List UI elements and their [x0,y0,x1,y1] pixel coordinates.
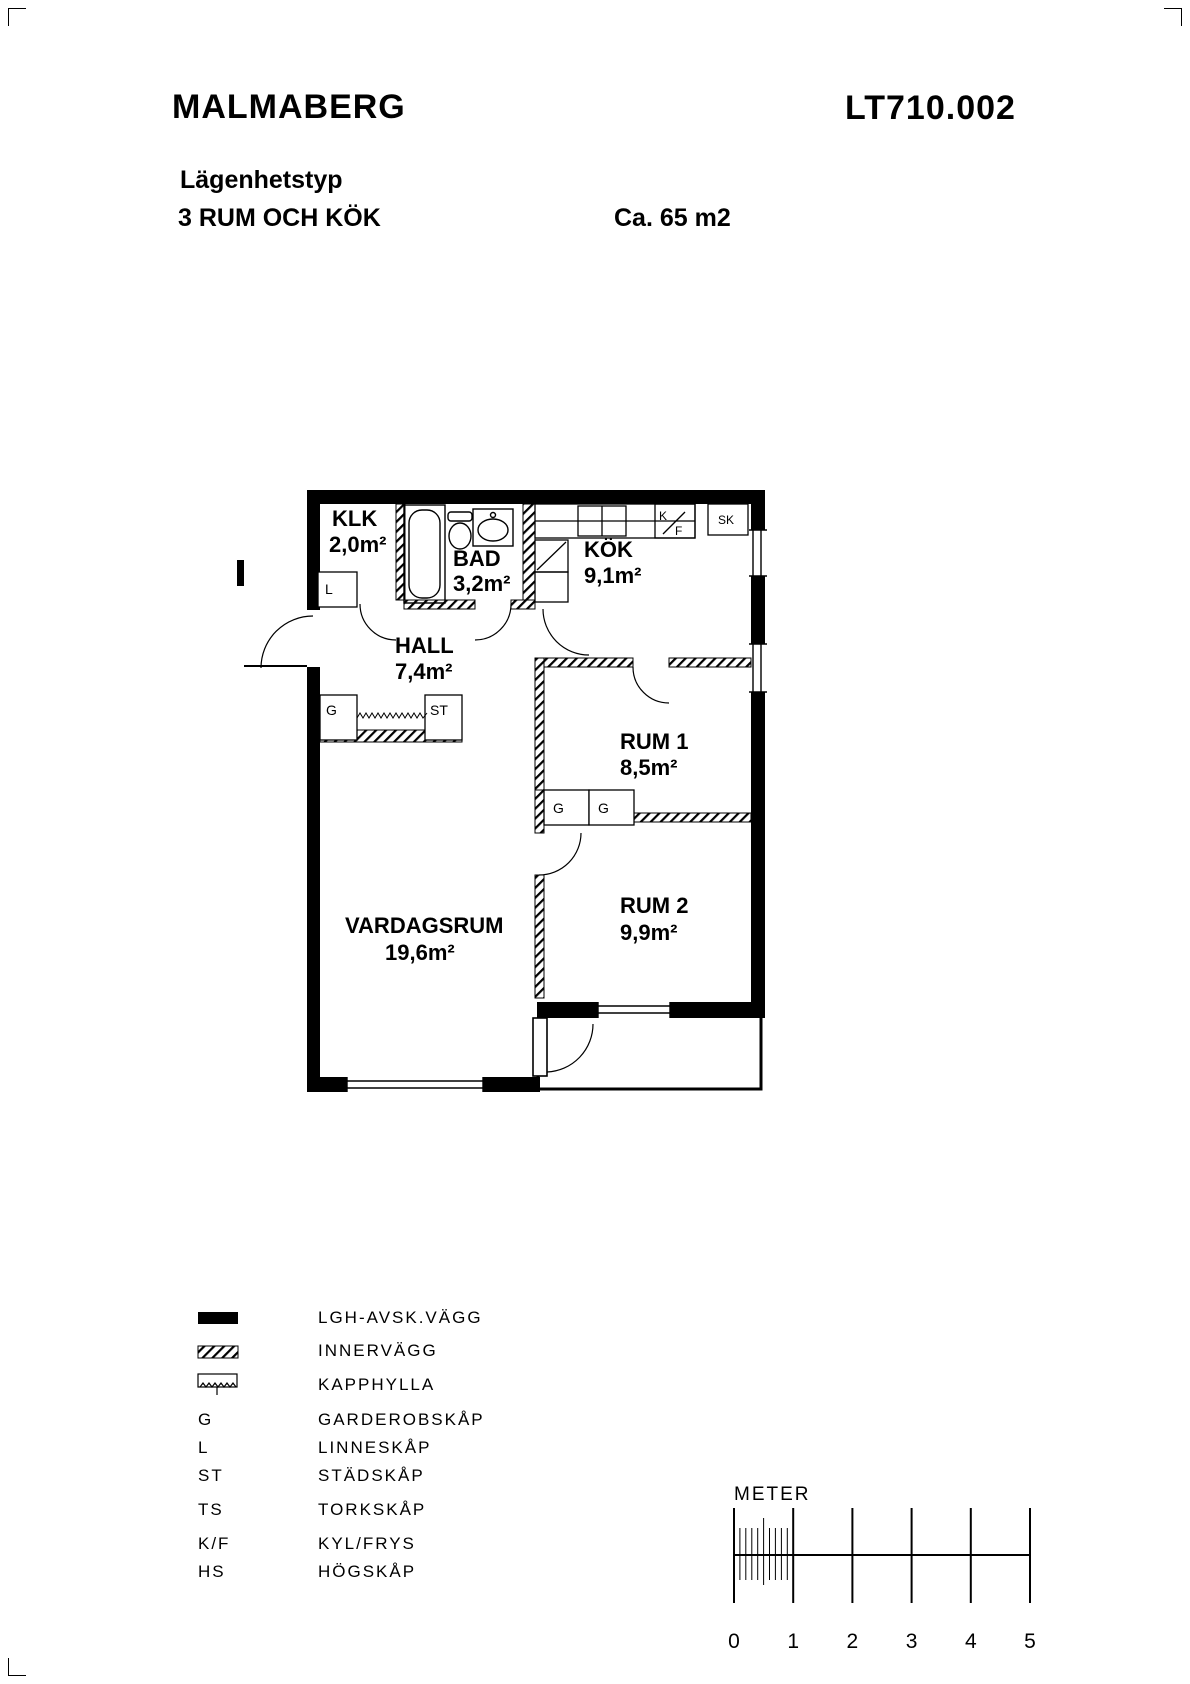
balcony-door-leaf [533,1018,547,1076]
room-name-kok: KÖK [584,537,633,562]
wall-kok-rum1-right [669,658,751,667]
wall-rum1-rum2 [634,813,751,822]
legend-swatch-hatched [198,1346,238,1358]
legend-abbr-5: ST [198,1466,224,1485]
room-area-rum1: 8,5m² [620,755,678,780]
legend-abbr-7: K/F [198,1534,231,1553]
wall-south-vard-left [307,1077,347,1092]
balcony-door-swing [547,1024,593,1072]
drawing-number: LT710.002 [845,89,1016,127]
sink-basin [478,519,508,541]
window-rum2 [598,1002,670,1018]
label-kf-k: K [659,509,668,523]
sink-tap [491,513,496,518]
label-hall-g: G [326,702,337,718]
project-title: MALMABERG [172,88,406,126]
wall-vard-rum2-upper [535,790,544,833]
room-area-rum2: 9,9m² [620,920,678,945]
legend-label-8: HÖGSKÅP [318,1562,417,1581]
legend-swatch-solid [198,1312,238,1324]
wall-stair-landing [237,560,244,586]
balcony [533,1018,761,1089]
scale-tick-0: 0 [728,1630,740,1653]
room-area-vardagsrum: 19,6m² [385,940,455,965]
toilet-tank [448,512,472,521]
legend-abbr-6: TS [198,1500,224,1519]
corner-mark-top-right [1164,8,1182,26]
wall-north [307,490,765,504]
scale-tick-2: 2 [846,1630,859,1653]
label-linen: L [325,581,333,597]
corner-mark-bottom-left [8,1658,26,1676]
legend-abbr-4: L [198,1438,210,1457]
floor-plan [237,452,777,1112]
scale-tick-3: 3 [905,1630,918,1653]
balcony-outline [538,1018,761,1089]
kapphylla-hall [357,713,427,718]
legend-label-5: STÄDSKÅP [318,1466,425,1485]
apartment-type-label: Lägenhetstyp [180,166,343,194]
window-rum1 [749,644,767,692]
wall-bad-kok [523,504,535,600]
room-name-rum2: RUM 2 [620,893,689,918]
cabinets [318,572,634,825]
rum1-wardrobe-2 [589,790,634,825]
room-area-kok: 9,1m² [584,563,642,588]
legend-swatch-kapphylla [198,1374,237,1395]
bathtub-outline [404,505,445,603]
scale-tick-5: 5 [1024,1630,1036,1653]
label-rum1-g2: G [598,800,609,816]
wall-south-rum2-left [537,1002,598,1018]
room-name-klk: KLK [332,506,378,531]
wall-vard-rum2-lower [535,875,544,998]
legend-label-7: KYL/FRYS [318,1534,416,1553]
vent-shaft-2 [535,572,568,602]
apartment-area: Ca. 65 m2 [614,204,731,232]
scale-bar-numbers [728,1630,1036,1653]
room-name-vardagsrum: VARDAGSRUM [345,913,504,938]
label-kf-f: F [675,524,683,538]
hall-kok-opening-swing [543,609,589,655]
scale-bar-label: METER [734,1484,811,1505]
room-name-rum1: RUM 1 [620,729,689,754]
legend-abbr-3: G [198,1410,214,1429]
wall-bad-hall-right [511,600,535,609]
klk-door-swing [360,604,396,640]
rum1-wardrobe-1 [544,790,589,825]
legend-label-3: GARDEROBSKÅP [318,1410,485,1429]
corner-mark-top-left [8,8,26,26]
kok-rum1-door-swing [633,667,669,703]
scale-bar-ticks [734,1508,1030,1603]
scale-tick-4: 4 [964,1630,977,1653]
wall-kok-rum1-left [535,658,633,667]
window-kok [749,530,767,576]
room-area-klk: 2,0m² [329,532,387,557]
bad-door-swing [475,604,511,640]
wall-bad-hall-left [404,600,475,609]
wall-east-3 [751,692,765,1018]
wall-south-rum2-right [670,1002,765,1018]
wall-east-2 [751,576,765,644]
linen-cabinet [318,572,357,607]
room-name-bad: BAD [453,546,501,571]
kitchen-fittings [535,504,748,602]
label-sk: SK [718,513,735,527]
wall-west-lower [307,667,320,1077]
room-area-bad: 3,2m² [453,571,511,596]
label-hall-st: ST [430,702,448,718]
legend-label-0: LGH-AVSK.VÄGG [318,1308,483,1327]
scale-bar [650,1470,1110,1670]
scale-tick-1: 1 [787,1630,800,1653]
vent-shaft-slash [537,542,566,570]
label-rum1-g1: G [553,800,564,816]
window-vardagsrum [347,1077,483,1092]
bathtub-basin [409,510,440,598]
legend-label-6: TORKSKÅP [318,1500,427,1519]
legend-abbr-8: HS [198,1562,226,1581]
wall-east-1 [751,490,765,530]
legend [160,1290,580,1600]
room-name-hall: HALL [395,633,454,658]
room-area-hall: 7,4m² [395,659,453,684]
apartment-type: 3 RUM OCH KÖK [178,204,381,232]
wall-hall-rum1 [535,658,544,790]
legend-label-4: LINNESKÅP [318,1438,432,1457]
entrance-door-swing [261,616,313,668]
wall-south-vard-right [483,1077,540,1092]
legend-label-2: KAPPHYLLA [318,1375,436,1394]
rum2-door-swing [539,833,581,875]
legend-label-1: INNERVÄGG [318,1341,438,1360]
